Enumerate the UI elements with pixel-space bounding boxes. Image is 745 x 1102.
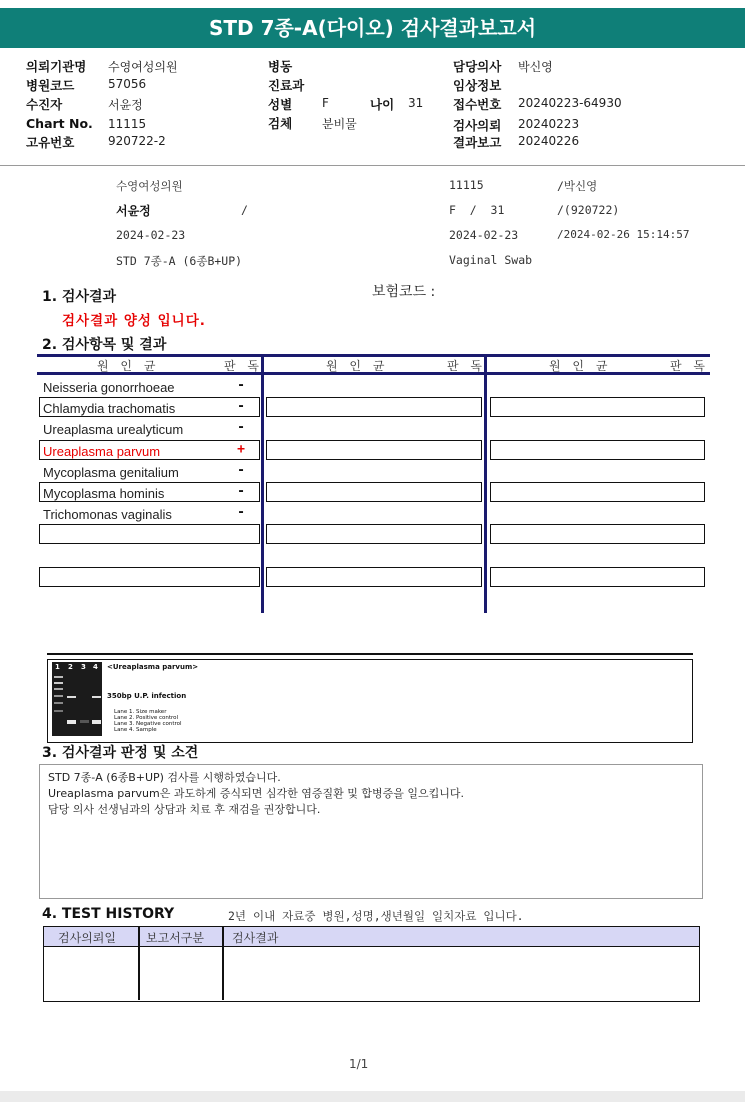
history-col-divider — [138, 927, 140, 1000]
col1-pathogen-header: 원 인 균 — [97, 359, 160, 373]
pathogen-name: Ureaplasma urealyticum — [43, 422, 184, 437]
history-col-report-type: 보고서구분 — [146, 931, 204, 945]
history-col-request-date: 검사의뢰일 — [58, 931, 116, 945]
table-row-box — [266, 440, 482, 460]
pathogen-name: Mycoplasma hominis — [43, 486, 165, 501]
table-row-box — [39, 567, 260, 587]
history-table — [43, 926, 700, 1002]
col3-result-header: 판 독 — [670, 359, 709, 373]
department-label: 진료과 — [268, 78, 305, 93]
pathogen-result: - — [237, 378, 245, 393]
hospital-code-label: 병원코드 — [26, 78, 75, 93]
col2-pathogen-header: 원 인 균 — [326, 359, 389, 373]
pi-date1: 2024-02-23 — [116, 228, 186, 242]
pi-institution: 수영여성의원 — [116, 179, 183, 193]
lane-number: 1 — [55, 663, 60, 671]
insurance-code-label: 보험코드 : — [372, 284, 436, 300]
pathogen-result: - — [237, 505, 245, 520]
reception-no-value: 20240223-64930 — [518, 96, 622, 110]
pathogen-name: Trichomonas vaginalis — [43, 507, 172, 522]
table-col-divider-2 — [484, 354, 487, 613]
findings-line: Ureaplasma parvum은 과도하게 증식되면 심각한 염증질환 및 합병증을 일으킵니다. — [48, 787, 464, 800]
pi-datetime: /2024-02-26 15:14:57 — [557, 228, 690, 241]
table-row-box — [266, 397, 482, 417]
report-date-value: 20240226 — [518, 134, 580, 148]
findings-box — [39, 764, 703, 899]
history-col-result: 검사결과 — [232, 931, 279, 945]
report-date-label: 결과보고 — [453, 135, 502, 150]
findings-line: STD 7종-A (6종B+UP) 검사를 시행하였습니다. — [48, 771, 281, 784]
clinical-info-label: 임상정보 — [453, 78, 502, 93]
hospital-code-value: 57056 — [108, 77, 147, 91]
institution-label: 의뢰기관명 — [26, 59, 87, 74]
table-row-box — [266, 567, 482, 587]
lane-number: 3 — [81, 663, 86, 671]
lane-number: 4 — [93, 663, 98, 671]
request-date-label: 검사의뢰 — [453, 118, 502, 133]
doctor-label: 담당의사 — [453, 59, 502, 74]
gel-divider — [47, 653, 693, 655]
table-row-box — [490, 397, 705, 417]
pi-chart-no: 11115 — [449, 178, 484, 192]
pathogen-result: - — [237, 484, 245, 499]
sex-value: F — [322, 96, 329, 110]
pathogen-name: Chlamydia trachomatis — [43, 401, 176, 416]
age-label: 나이 — [370, 97, 395, 112]
section4-title: 4. TEST HISTORY — [42, 906, 175, 922]
pathogen-name: Mycoplasma genitalium — [43, 465, 179, 480]
pi-test-name: STD 7종-A (6종B+UP) — [116, 254, 243, 268]
table-row-box — [490, 482, 705, 502]
table-row-box — [266, 524, 482, 544]
specimen-value: 분비물 — [322, 117, 357, 131]
col3-pathogen-header: 원 인 균 — [549, 359, 612, 373]
ward-label: 병동 — [268, 59, 293, 74]
gel-legend-item: Lane 2. Positive control — [114, 715, 179, 721]
pi-sex-age: F / 31 — [449, 203, 505, 217]
result-summary: 검사결과 양성 입니다. — [62, 313, 206, 329]
unique-no-value: 920722-2 — [108, 134, 166, 148]
history-col-divider — [222, 927, 224, 1000]
request-date-value: 20240223 — [518, 117, 580, 131]
pathogen-result: - — [237, 420, 245, 435]
age-value: 31 — [408, 96, 424, 110]
table-row-box — [39, 524, 260, 544]
pi-specimen: Vaginal Swab — [449, 253, 533, 267]
pi-doctor: /박신영 — [557, 179, 598, 193]
gel-image-box — [47, 659, 693, 743]
findings-line: 담당 의사 선생님과의 상담과 치료 후 재검을 권장합니다. — [48, 803, 321, 816]
gel-title: <Ureaplasma parvum> — [107, 663, 199, 671]
table-row-box — [266, 482, 482, 502]
gel-bands-graphic — [52, 662, 102, 736]
doctor-value: 박신영 — [518, 60, 553, 74]
institution-value: 수영여성의원 — [108, 60, 178, 74]
col1-result-header: 판 독 — [224, 359, 263, 373]
pi-date2: 2024-02-23 — [449, 228, 519, 242]
unique-no-label: 고유번호 — [26, 135, 75, 150]
table-row-box — [490, 567, 705, 587]
table-row-box — [490, 440, 705, 460]
gel-band-label: 350bp U.P. infection — [107, 692, 187, 700]
pathogen-result: - — [237, 463, 245, 478]
gel-legend-item: Lane 1. Size maker — [114, 709, 167, 715]
gel-photo — [52, 662, 102, 736]
pathogen-name: Neisseria gonorrhoeae — [43, 380, 175, 395]
header-divider — [0, 165, 745, 166]
pi-name: 서윤정 — [116, 204, 151, 218]
patient-label: 수진자 — [26, 97, 63, 112]
pi-birth: /(920722) — [557, 203, 620, 217]
section1-title: 1. 검사결과 — [42, 289, 117, 305]
table-row-box — [490, 524, 705, 544]
page-number: 1/1 — [349, 1057, 369, 1071]
pathogen-result: - — [237, 399, 245, 414]
reception-no-label: 접수번호 — [453, 97, 502, 112]
table-col-divider-1 — [261, 354, 264, 613]
chart-no-label: Chart No. — [26, 116, 93, 131]
pathogen-name-positive: Ureaplasma parvum — [43, 444, 161, 459]
chart-no-value: 11115 — [108, 117, 147, 131]
footer-bar — [0, 1091, 745, 1102]
report-title: STD 7종-A(다이오) 검사결과보고서 — [0, 8, 745, 48]
lane-number: 2 — [68, 663, 73, 671]
pathogen-result-positive: + — [237, 442, 245, 457]
sex-label: 성별 — [268, 97, 293, 112]
col2-result-header: 판 독 — [447, 359, 486, 373]
gel-legend-item: Lane 3. Negative control — [114, 721, 182, 727]
section3-title: 3. 검사결과 판정 및 소견 — [42, 745, 199, 761]
section2-title: 2. 검사항목 및 결과 — [42, 337, 167, 353]
specimen-label: 검체 — [268, 116, 293, 131]
history-table-header — [44, 927, 699, 947]
patient-value: 서윤정 — [108, 98, 143, 112]
gel-legend-item: Lane 4. Sample — [114, 727, 157, 733]
history-note: 2년 이내 자료중 병원,성명,생년월일 일치자료 입니다. — [228, 909, 524, 923]
pi-name-sep: / — [241, 203, 248, 217]
